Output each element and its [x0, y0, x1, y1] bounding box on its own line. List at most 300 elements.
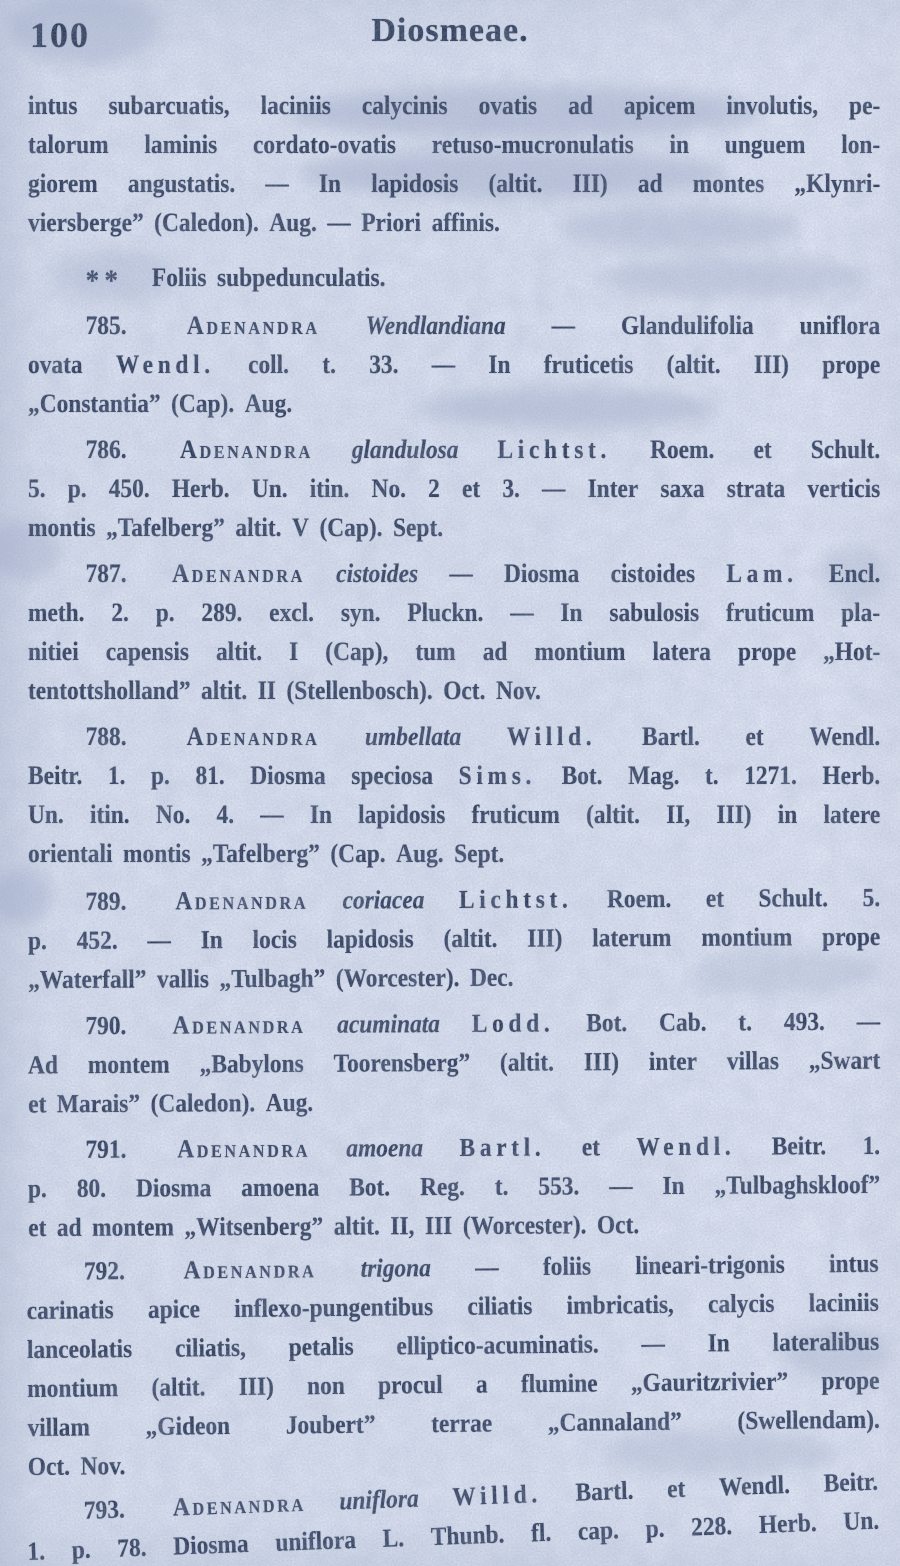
- word: altit.: [235, 513, 282, 542]
- word: strata: [726, 474, 786, 503]
- word: Schult.: [758, 883, 829, 913]
- word: petalis: [288, 1331, 354, 1362]
- running-title: Diosmeae.: [371, 12, 529, 49]
- word: ovata: [28, 350, 83, 379]
- word: III): [572, 169, 608, 198]
- word: syn.: [340, 598, 381, 627]
- word: —: [265, 169, 289, 198]
- word: 450.: [108, 474, 150, 503]
- word: carinatis: [26, 1295, 114, 1326]
- word: Aug.: [269, 208, 317, 237]
- word: p.: [71, 1534, 91, 1565]
- word: (altit.: [151, 1372, 206, 1402]
- word: non: [306, 1370, 345, 1401]
- word: lapidosis: [371, 169, 459, 198]
- word: inter: [648, 1046, 698, 1076]
- word: (Swellendam).: [737, 1404, 880, 1436]
- word: „Cannaland”: [547, 1406, 682, 1437]
- word: Nov.: [80, 1451, 126, 1481]
- word: —: [856, 1006, 881, 1036]
- word: (Caledon).: [154, 208, 259, 237]
- word: —: [147, 925, 171, 955]
- word: Diosma: [135, 1173, 212, 1203]
- word: montes: [692, 169, 765, 198]
- word: villam: [27, 1412, 91, 1443]
- text-line: [28, 125, 880, 164]
- word: capensis: [105, 637, 189, 666]
- word: (Stellenbosch).: [286, 676, 433, 705]
- word: Dec.: [469, 962, 514, 992]
- genus-name: Adenandra: [172, 1487, 307, 1522]
- word: locis: [252, 924, 297, 954]
- word: calycinis: [361, 91, 448, 120]
- word: amoena: [241, 1172, 320, 1203]
- word: Herb.: [171, 474, 230, 503]
- text-line: [28, 593, 880, 632]
- word: montis: [123, 839, 191, 868]
- word: ovatis: [478, 91, 538, 120]
- entry-number: 792.: [83, 1256, 125, 1286]
- word: „Gideon: [145, 1411, 231, 1441]
- word: altit.: [201, 676, 248, 705]
- word: itin.: [309, 474, 350, 503]
- word: Schult.: [810, 435, 881, 464]
- text-line: [28, 1002, 880, 1046]
- word: Toorensberg”: [333, 1047, 471, 1078]
- word: viersberge”: [28, 208, 144, 237]
- word: p.: [645, 1513, 665, 1544]
- word: in: [777, 800, 798, 829]
- author-name: Lam.: [726, 559, 798, 588]
- word: flumine: [520, 1368, 598, 1399]
- word: 1271.: [744, 761, 797, 790]
- page-header: [0, 12, 900, 60]
- word: laminis: [144, 130, 218, 159]
- word: montium: [701, 922, 793, 952]
- word: III): [583, 1047, 620, 1077]
- word: et: [666, 1473, 686, 1504]
- entry-number: 788.: [85, 722, 127, 751]
- word: 1.: [26, 1536, 46, 1566]
- word: angustatis.: [127, 169, 236, 198]
- word: laterum: [592, 922, 672, 953]
- word: montem: [92, 1212, 175, 1242]
- word: fruticetis: [543, 350, 634, 379]
- word: Marais”: [56, 1088, 141, 1119]
- word: foliis: [542, 1251, 592, 1281]
- genus-name: Adenandra: [172, 1009, 306, 1040]
- word: „Constantia”: [28, 389, 161, 418]
- word: et: [28, 1212, 47, 1243]
- word: et: [753, 435, 772, 464]
- word: Diosma: [250, 761, 326, 790]
- word: In: [707, 1328, 730, 1358]
- word: Mag.: [628, 761, 680, 790]
- word: L.: [382, 1523, 405, 1553]
- word: sabulosis: [609, 598, 700, 627]
- word: „Klynri-: [794, 169, 881, 198]
- word: Bot.: [586, 1007, 628, 1038]
- genus-name: Adenandra: [186, 722, 320, 751]
- word: et: [28, 1089, 47, 1119]
- word: Thunb.: [430, 1519, 505, 1552]
- word: Pluckn.: [407, 598, 484, 627]
- word: p.: [151, 761, 170, 790]
- word: Sept.: [393, 513, 444, 542]
- text-line: [28, 164, 880, 203]
- word: Bot.: [561, 761, 603, 790]
- word: 2: [428, 474, 440, 503]
- word: „Tafelberg”: [106, 513, 225, 542]
- word: Joubert”: [285, 1409, 376, 1440]
- word: „Tafelberg”: [201, 839, 320, 868]
- word: (Cap).: [171, 389, 235, 418]
- text-line: [28, 1126, 880, 1169]
- text-line: [28, 554, 880, 593]
- word: In: [560, 598, 583, 627]
- word: In: [488, 350, 511, 379]
- word: —: [551, 311, 576, 340]
- word: Oct.: [27, 1451, 71, 1482]
- word: apicem: [623, 91, 696, 120]
- text-line: [27, 1400, 880, 1447]
- word: No.: [371, 474, 406, 503]
- word: In: [309, 800, 332, 829]
- word: p.: [27, 1173, 47, 1204]
- word: 33.: [369, 350, 399, 379]
- word: III): [716, 800, 752, 829]
- section-heading: [28, 257, 880, 297]
- species-epithet: acuminata: [337, 1009, 441, 1039]
- word: subpedunculatis.: [217, 263, 386, 292]
- text-line: [28, 1165, 880, 1208]
- word: —: [542, 474, 566, 503]
- word: involutis,: [726, 91, 819, 120]
- word: affinis.: [431, 208, 500, 237]
- word: —: [475, 1252, 499, 1282]
- word: Roem.: [606, 883, 672, 914]
- species-epithet: trigona: [360, 1253, 431, 1283]
- word: In: [318, 169, 342, 198]
- word: speciosa: [351, 761, 434, 790]
- word: Wendl.: [809, 722, 881, 751]
- word: Nov.: [495, 676, 541, 705]
- word: saxa: [660, 474, 705, 503]
- word: lateralibus: [772, 1326, 880, 1357]
- word: montium: [534, 637, 626, 666]
- author-name: Lichtst.: [458, 884, 573, 914]
- word: pla-: [841, 598, 881, 627]
- word: Encl.: [828, 559, 881, 588]
- species-epithet: uniflora: [338, 1483, 420, 1516]
- word: meth.: [28, 598, 85, 627]
- word: (Worcester).: [462, 1210, 587, 1240]
- word: —: [510, 598, 534, 627]
- word: giorem: [28, 169, 98, 198]
- word: Bartl.: [575, 1475, 634, 1507]
- word: Sept.: [454, 839, 505, 868]
- entry-number: 791.: [85, 1134, 127, 1164]
- word: —: [431, 350, 456, 379]
- word: (Worcester).: [335, 962, 460, 993]
- word: (Caledon).: [150, 1088, 256, 1118]
- word: p.: [27, 925, 47, 956]
- word: ciliatis,: [174, 1332, 246, 1363]
- text-line: [28, 469, 880, 508]
- author-name: Sims.: [458, 761, 537, 790]
- word: tentottsholland”: [28, 676, 191, 705]
- word: (Cap.: [330, 839, 386, 868]
- word: itin.: [89, 800, 130, 829]
- word: et: [745, 722, 764, 751]
- word: unguem: [724, 130, 806, 159]
- word: In: [200, 925, 223, 955]
- entry-number: 787.: [85, 559, 127, 588]
- word: II: [257, 676, 276, 705]
- word: ad: [568, 91, 593, 120]
- word: excl.: [269, 598, 315, 627]
- word: „Swart: [808, 1045, 881, 1075]
- text-line: [26, 1283, 879, 1330]
- word: 81.: [195, 761, 225, 790]
- entry-number: 790.: [85, 1010, 127, 1041]
- word: calycis: [707, 1288, 775, 1319]
- word: terrae: [431, 1408, 493, 1439]
- text-line: [28, 430, 880, 469]
- word: „Tulbaghskloof”: [714, 1169, 881, 1200]
- text-line: [28, 1204, 880, 1247]
- word: laciniis: [808, 1287, 879, 1318]
- text-line: [28, 508, 880, 547]
- word: Priori: [361, 208, 422, 237]
- word: Un.: [28, 800, 64, 829]
- genus-name: Adenandra: [172, 559, 305, 588]
- text-line: [28, 306, 880, 345]
- word: „Hot-: [823, 637, 881, 666]
- word: „Gauritzrivier”: [630, 1366, 789, 1398]
- author-name: Wendl.: [115, 350, 215, 379]
- genus-name: Adenandra: [186, 311, 320, 340]
- word: imbricatis,: [566, 1289, 674, 1320]
- word: procul: [377, 1369, 443, 1400]
- word: prope: [822, 921, 881, 952]
- entry-788: [28, 717, 880, 873]
- word: (Cap),: [325, 637, 389, 666]
- text-line: [28, 257, 880, 297]
- word: p.: [155, 598, 175, 627]
- word: cap.: [577, 1515, 620, 1546]
- word: talorum: [28, 130, 109, 159]
- word: montem: [87, 1049, 170, 1080]
- text-line: [28, 795, 880, 834]
- word: 2.: [111, 598, 129, 627]
- section-mark-icon: **: [85, 264, 124, 297]
- word: 228.: [690, 1511, 733, 1542]
- word: 4.: [216, 800, 235, 829]
- word: Cab.: [658, 1007, 707, 1037]
- word: II,: [666, 800, 691, 829]
- word: t.: [704, 761, 719, 790]
- word: intus: [828, 1248, 879, 1279]
- word: tum: [415, 637, 456, 666]
- word: Aug.: [396, 839, 444, 868]
- genus-name: Adenandra: [175, 885, 309, 916]
- word: apice: [147, 1294, 201, 1324]
- author-name: Wendl.: [636, 1131, 736, 1162]
- word: Un.: [251, 474, 288, 503]
- word: Oct.: [443, 676, 486, 705]
- word: t.: [494, 1171, 509, 1201]
- word: fl.: [530, 1517, 552, 1548]
- word: inflexo-pungentibus: [234, 1292, 434, 1323]
- word: prope: [738, 637, 797, 666]
- word: III: [424, 1211, 453, 1241]
- word: Beitr.: [823, 1466, 879, 1498]
- word: Un.: [842, 1505, 880, 1536]
- genus-name: Adenandra: [183, 1254, 317, 1285]
- page-number: 100: [30, 15, 90, 55]
- word: et: [705, 883, 725, 913]
- word: —: [449, 559, 473, 588]
- word: Beitr.: [771, 1131, 827, 1161]
- word: Oct.: [596, 1210, 640, 1240]
- word: altit.: [333, 1211, 380, 1241]
- word: „Tulbagh”: [219, 963, 326, 994]
- word: subarcuatis,: [108, 91, 230, 120]
- entry-number: 789.: [85, 886, 127, 916]
- word: lon-: [841, 130, 881, 159]
- word: cistoides: [610, 559, 696, 588]
- word: „Witsenberg”: [184, 1211, 324, 1242]
- word: p.: [67, 474, 87, 503]
- text-line: [28, 917, 880, 960]
- word: 452.: [76, 925, 118, 955]
- word: ciliatis: [467, 1291, 533, 1321]
- entry-number: 793.: [83, 1494, 126, 1525]
- word: uniflora: [274, 1524, 357, 1557]
- word: altit.: [215, 637, 263, 666]
- entry-number: 785.: [85, 311, 127, 340]
- species-epithet: umbellata: [365, 722, 462, 751]
- word: nitiei: [28, 637, 79, 666]
- word: Foliis: [151, 263, 207, 292]
- word: latera: [652, 637, 711, 666]
- word: „Waterfall”: [28, 964, 147, 995]
- author-name: Willd.: [451, 1479, 543, 1512]
- word: 3.: [502, 474, 520, 503]
- word: V: [292, 513, 309, 542]
- text-line: [28, 1041, 880, 1085]
- word: (altit.: [586, 800, 641, 829]
- word: montium: [27, 1373, 119, 1404]
- word: vallis: [156, 964, 210, 994]
- word: (altit.: [499, 1047, 555, 1077]
- word: 5.: [28, 474, 46, 503]
- word: Diosma: [172, 1528, 250, 1561]
- text-line: [28, 203, 880, 242]
- word: Beitr.: [28, 761, 83, 790]
- word: intus: [28, 91, 78, 120]
- word: —: [609, 1171, 633, 1201]
- entry-789: [28, 878, 881, 999]
- word: Ad: [27, 1050, 58, 1080]
- word: retuso-mucronulatis: [431, 130, 634, 159]
- genus-name: Adenandra: [177, 1133, 311, 1164]
- word: Diosma: [503, 559, 580, 588]
- word: III): [238, 1371, 274, 1401]
- text-block: [28, 86, 880, 1566]
- word: in: [669, 130, 690, 159]
- paragraph-continuation: [28, 86, 880, 242]
- word: a: [475, 1369, 488, 1399]
- word: laciniis: [260, 91, 331, 120]
- text-line: [28, 345, 880, 384]
- text-line: [28, 717, 880, 756]
- word: 80.: [76, 1173, 107, 1203]
- word: villas: [726, 1046, 779, 1076]
- word: elliptico-acuminatis.: [396, 1329, 599, 1361]
- word: fruticum: [725, 598, 815, 627]
- species-epithet: coriacea: [342, 885, 425, 915]
- text-line: [28, 384, 880, 423]
- word: In: [662, 1170, 685, 1200]
- word: ad: [56, 1212, 82, 1242]
- word: (altit.: [443, 923, 498, 954]
- word: (altit.: [488, 169, 543, 198]
- entry-786: [28, 430, 880, 547]
- word: (altit.: [666, 350, 721, 379]
- species-epithet: glandulosa: [351, 435, 459, 464]
- word: Reg.: [419, 1171, 465, 1202]
- word: orientali: [28, 839, 113, 868]
- word: ad: [637, 169, 663, 198]
- word: fruticum: [471, 800, 560, 829]
- word: cordato-ovatis: [253, 130, 396, 159]
- word: pe-: [849, 91, 881, 120]
- word: latere: [823, 800, 881, 829]
- word: t.: [322, 350, 336, 379]
- word: coll.: [248, 350, 290, 379]
- word: et: [461, 474, 481, 503]
- word: 553.: [538, 1171, 580, 1201]
- word: prope: [821, 1365, 880, 1396]
- word: —: [327, 208, 351, 237]
- word: I: [289, 637, 299, 666]
- species-epithet: cistoides: [336, 559, 419, 588]
- word: No.: [155, 800, 191, 829]
- word: Bot.: [349, 1172, 391, 1202]
- genus-name: Adenandra: [180, 435, 313, 464]
- entry-791: [28, 1126, 881, 1247]
- word: Bartl.: [642, 722, 700, 751]
- word: lineari-trigonis: [635, 1249, 785, 1281]
- author-name: Lodd.: [471, 1008, 555, 1038]
- word: uniflora: [799, 311, 881, 340]
- entry-785: [28, 306, 880, 423]
- word: lapidosis: [326, 924, 414, 954]
- word: —: [260, 800, 284, 829]
- word: 1.: [862, 1130, 881, 1161]
- word: 5.: [862, 882, 881, 913]
- word: Inter: [587, 474, 639, 503]
- text-line: [28, 671, 880, 710]
- text-line: [28, 878, 880, 921]
- word: III): [527, 923, 563, 953]
- word: t.: [738, 1007, 753, 1037]
- word: 1.: [107, 761, 126, 790]
- text-line: [28, 632, 880, 671]
- word: —: [641, 1328, 665, 1359]
